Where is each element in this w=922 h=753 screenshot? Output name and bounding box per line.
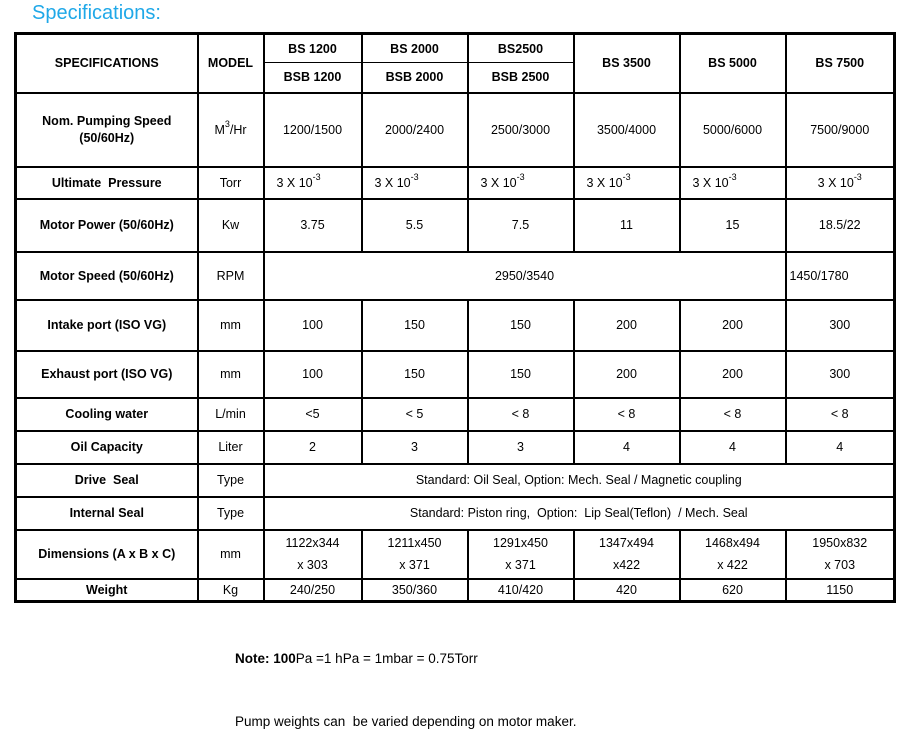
- table-row: [16, 252, 895, 300]
- unit-cell: mm: [198, 530, 264, 579]
- value-line: 1347x494: [599, 536, 654, 550]
- value-line: 1950x832: [812, 536, 868, 550]
- value-cell: 420: [574, 579, 680, 602]
- unit-cell: $M^3/Hr$: [198, 93, 264, 167]
- row-label-line: (50/60Hz): [79, 130, 135, 145]
- value-cell: 100: [264, 351, 362, 398]
- row-label-cell: Exhaust port (ISO VG): [16, 351, 198, 398]
- value-cell: 2: [264, 431, 362, 464]
- value-cell: 410/420: [468, 579, 574, 602]
- value-line: x422: [612, 558, 641, 572]
- note: [235, 606, 576, 753]
- value-line: 1291x450: [493, 536, 548, 550]
- value-cell: <5: [264, 398, 362, 431]
- value-cell: 300: [786, 300, 895, 351]
- unit-cell: mm: [198, 351, 264, 398]
- model-header-cell: BS 2000: [362, 34, 468, 63]
- unit-cell: Kg: [198, 579, 264, 602]
- value-cell: 200: [574, 300, 680, 351]
- merged-value-cell: 2950/3540: [264, 252, 786, 300]
- value-cell: 1150: [786, 579, 895, 602]
- page-title: Specifications:: [32, 2, 161, 24]
- value-cell: 4: [574, 431, 680, 464]
- value-cell: 150: [468, 300, 574, 351]
- value-line: x 371: [505, 558, 536, 572]
- model-header-cell: BS 5000: [680, 34, 786, 93]
- row-label-cell: Weight: [16, 579, 198, 602]
- row-label-cell: Intake port (ISO VG): [16, 300, 198, 351]
- value-cell: 3 X $10^{-3}$: [680, 167, 786, 199]
- row-label-line: Nom. Pumping Speed: [42, 113, 172, 128]
- merged-value-cell: 1450/1780: [786, 252, 895, 300]
- table-row: [16, 167, 895, 199]
- value-cell: 200: [574, 351, 680, 398]
- model-sub-header-cell: BSB 2000: [362, 63, 468, 93]
- value-cell: 3 X $10^{-3}$: [468, 167, 574, 199]
- value-cell: 3500/4000: [574, 93, 680, 167]
- header-row: [16, 34, 895, 63]
- value-cell: 2500/3000: [468, 93, 574, 167]
- row-label-cell: Dimensions (A x B x C): [16, 530, 198, 579]
- unit-cell: Type: [198, 497, 264, 530]
- value-cell: [786, 530, 895, 579]
- value-cell: 150: [362, 300, 468, 351]
- model-header-cell: BS 1200: [264, 34, 362, 63]
- row-label-cell: Oil Capacity: [16, 431, 198, 464]
- unit-cell: Liter: [198, 431, 264, 464]
- superscript: -3: [622, 172, 631, 183]
- note-line-2: Pump weights can be varied depending on motor maker.: [235, 714, 577, 729]
- model-header-cell: BS 3500: [574, 34, 680, 93]
- unit-cell: L/min: [198, 398, 264, 431]
- value-cell: 350/360: [362, 579, 468, 602]
- table-row: [16, 497, 895, 530]
- value-cell: 15: [680, 199, 786, 252]
- value-cell: 150: [468, 351, 574, 398]
- model-header-cell: MODEL: [198, 34, 264, 93]
- value-cell: 3 X $10^{-3}$: [786, 167, 895, 199]
- table-row: [16, 530, 895, 579]
- unit-cell: Kw: [198, 199, 264, 252]
- value-cell: 3: [468, 431, 574, 464]
- merged-value-cell: Standard: Oil Seal, Option: Mech. Seal / Magnetic coupling: [264, 464, 895, 497]
- superscript: -3: [516, 172, 525, 183]
- value-cell: 3 X $10^{-3}$: [264, 167, 362, 199]
- value-line: x 703: [824, 558, 856, 572]
- note-label: Note: 100: [235, 651, 296, 666]
- value-cell: 240/250: [264, 579, 362, 602]
- value-cell: 100: [264, 300, 362, 351]
- unit-cell: RPM: [198, 252, 264, 300]
- value-cell: < 8: [680, 398, 786, 431]
- value-cell: [680, 530, 786, 579]
- value-line: 1468x494: [705, 536, 760, 550]
- model-sub-header-cell: BSB 2500: [468, 63, 574, 93]
- value-cell: 300: [786, 351, 895, 398]
- model-sub-header-cell: BSB 1200: [264, 63, 362, 93]
- table-header: [16, 34, 895, 93]
- value-cell: 5.5: [362, 199, 468, 252]
- table-row: [16, 464, 895, 497]
- value-line: x 303: [297, 558, 328, 572]
- merged-value-cell: Standard: Piston ring, Option: Lip Seal(Teflon) / Mech. Seal: [264, 497, 895, 530]
- value-cell: 7500/9000: [786, 93, 895, 167]
- table-row: [16, 351, 895, 398]
- table-row: [16, 398, 895, 431]
- value-cell: 7.5: [468, 199, 574, 252]
- value-cell: < 8: [786, 398, 895, 431]
- unit-cell: Torr: [198, 167, 264, 199]
- value-cell: 3.75: [264, 199, 362, 252]
- row-label-cell: Internal Seal: [16, 497, 198, 530]
- row-label-cell: Motor Power (50/60Hz): [16, 199, 198, 252]
- value-cell: 200: [680, 351, 786, 398]
- value-cell: 11: [574, 199, 680, 252]
- model-header-cell: BS2500: [468, 34, 574, 63]
- value-cell: 4: [786, 431, 895, 464]
- superscript: -3: [312, 172, 321, 183]
- value-cell: < 8: [468, 398, 574, 431]
- value-cell: [468, 530, 574, 579]
- table-row: [16, 199, 895, 252]
- value-cell: 5000/6000: [680, 93, 786, 167]
- value-cell: 620: [680, 579, 786, 602]
- superscript: -3: [853, 172, 862, 183]
- table-body: [16, 93, 895, 602]
- row-label-cell: Ultimate Pressure: [16, 167, 198, 199]
- value-cell: [574, 530, 680, 579]
- value-line: x 422: [717, 558, 748, 572]
- superscript: -3: [410, 172, 419, 183]
- row-label-cell: Motor Speed (50/60Hz): [16, 252, 198, 300]
- table-row: [16, 300, 895, 351]
- unit-cell: mm: [198, 300, 264, 351]
- row-label-cell: [16, 93, 198, 167]
- value-cell: 1200/1500: [264, 93, 362, 167]
- value-cell: 18.5/22: [786, 199, 895, 252]
- table-row: [16, 431, 895, 464]
- value-cell: 4: [680, 431, 786, 464]
- value-cell: 150: [362, 351, 468, 398]
- value-cell: < 5: [362, 398, 468, 431]
- row-label-cell: Drive Seal: [16, 464, 198, 497]
- value-line: x 371: [399, 558, 430, 572]
- note-text: Pa =1 hPa = 1mbar = 0.75Torr: [295, 651, 478, 666]
- spec-header-cell: SPECIFICATIONS: [16, 34, 198, 93]
- value-cell: < 8: [574, 398, 680, 431]
- superscript: -3: [728, 172, 737, 183]
- table-row: [16, 93, 895, 167]
- value-cell: 200: [680, 300, 786, 351]
- unit-cell: Type: [198, 464, 264, 497]
- value-cell: 2000/2400: [362, 93, 468, 167]
- spec-table: [14, 32, 896, 603]
- row-label-cell: Cooling water: [16, 398, 198, 431]
- value-line: 1211x450: [387, 536, 442, 550]
- value-cell: [264, 530, 362, 579]
- value-cell: [362, 530, 468, 579]
- table-row: [16, 579, 895, 602]
- value-cell: 3: [362, 431, 468, 464]
- value-cell: 3 X $10^{-3}$: [362, 167, 468, 199]
- model-header-cell: BS 7500: [786, 34, 895, 93]
- superscript: 3: [224, 119, 230, 130]
- value-line: 1122x344: [285, 536, 340, 550]
- value-cell: 3 X $10^{-3}$: [574, 167, 680, 199]
